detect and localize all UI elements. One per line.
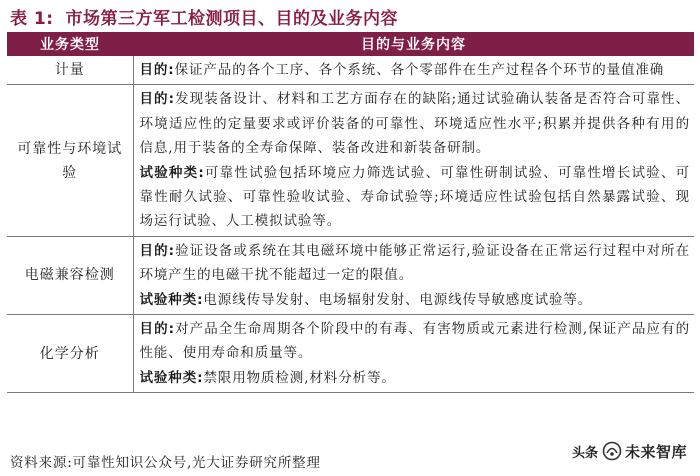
header-business-type: 业务类型: [7, 32, 133, 56]
line-label: 试验种类:: [139, 164, 205, 181]
category-cell: [7, 236, 133, 314]
watermark-name: 未来智库: [625, 442, 688, 461]
description-cell: [133, 236, 694, 314]
description-line: [140, 288, 691, 312]
description-line: [140, 239, 691, 288]
line-text: 对产品全生命周期各个阶段中的有毒、有害物质或元素进行检测,保证产品应有的性能、使用寿命和质量等。: [139, 321, 690, 362]
line-label: 目的:: [139, 321, 175, 338]
line-text: 电源线传导发射、电场辐射发射、电源线传导敏感度试验等。: [203, 291, 593, 308]
description-line: [140, 58, 691, 82]
line-label: 目的:: [139, 91, 175, 108]
header-purpose-content: 目的与业务内容: [133, 32, 694, 56]
business-table: [7, 32, 694, 393]
table-title-text: 市场第三方军工检测项目、目的及业务内容: [65, 8, 399, 29]
category-label: 可靠性与环境试验: [17, 140, 123, 181]
category-cell: [7, 315, 133, 393]
table-row: [7, 56, 694, 85]
description-line: [140, 87, 691, 160]
category-label: 电磁兼容检测: [24, 267, 115, 284]
category-label: 化学分析: [39, 345, 100, 362]
table-title: [10, 4, 398, 28]
table-number: 表 1:: [10, 8, 54, 29]
line-text: 可靠性试验包括环境应力筛选试验、可靠性研制试验、可靠性增长试验、可靠性耐久试验、可靠性验收试验、寿命试验等;环境适应性试验包括自然暴露试验、现场运行试验、人工模拟试验等。: [139, 164, 690, 230]
table-row: [7, 85, 694, 236]
watermark: [568, 437, 691, 465]
category-cell: [7, 56, 133, 85]
description-cell: [133, 315, 694, 393]
line-label: 目的:: [139, 62, 175, 78]
line-label: 试验种类:: [139, 369, 204, 386]
line-text: 验证设备或系统在其电磁环境中能够正常运行,验证设备在正常运行过程中对所在环境产生的电磁干扰不能超过一定的限值。: [139, 242, 690, 284]
table-row: [7, 236, 694, 314]
line-label: 试验种类:: [139, 291, 204, 308]
description-cell: [133, 56, 694, 85]
line-text: 发现装备设计、材料和工艺方面存在的缺陷;通过试验确认装备是否符合可靠性、环境适应性的定量要求或评价装备的可靠性、环境适应性水平;积累并提供各种有用的信息,用于装备的全寿命保障、装备改进和新装备研制。: [139, 91, 690, 157]
source-note: 资料来源:可靠性知识公众号,光大证券研究所整理: [10, 455, 321, 471]
table-row: [7, 315, 694, 393]
table-header-row: [7, 32, 694, 56]
category-cell: [7, 85, 133, 236]
line-label: 目的:: [139, 242, 175, 259]
watermark-prefix: 头条: [572, 445, 599, 461]
future-think-tank-logo-icon: [602, 441, 622, 461]
line-text: 禁限用物质检测,材料分析等。: [203, 369, 396, 386]
category-label: 计量: [54, 62, 85, 79]
description-line: [140, 161, 691, 234]
description-line: [140, 317, 691, 366]
description-line: [140, 366, 691, 390]
description-cell: [133, 85, 694, 236]
line-text: 保证产品的各个工序、各个系统、各个零部件在生产过程各个环节的量值准确: [174, 62, 665, 78]
